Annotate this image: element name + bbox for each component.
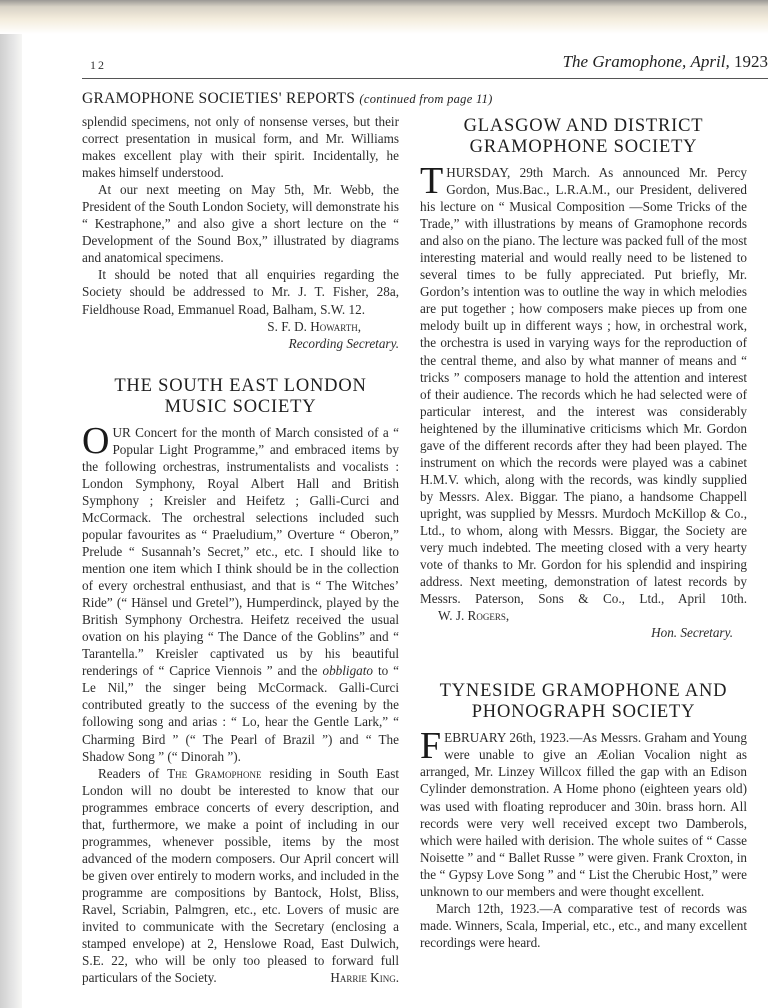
paragraph xyxy=(82,765,399,987)
title-line: GLASGOW AND DISTRICT xyxy=(463,116,704,136)
publication-name: The Gramophone xyxy=(167,765,262,781)
article-south-east-london xyxy=(82,376,399,987)
drop-cap: T xyxy=(420,160,444,202)
title-line: PHONOGRAPH SOCIETY xyxy=(471,702,696,723)
article-tyneside xyxy=(420,681,747,951)
paragraph xyxy=(82,419,399,765)
article-title xyxy=(82,376,399,418)
paragraph: splendid specimens, not only of nonsense verses, but their correct presentation in musical form, and Mr. Williams makes excellent play with their spirit. Incidentally, he makes himself understood. xyxy=(82,114,399,181)
italic-term: obbligato xyxy=(322,663,374,679)
page-number: 12 xyxy=(90,58,106,72)
journal-title xyxy=(563,52,768,72)
section-title: GRAMOPHONE SOCIETIES' REPORTS xyxy=(82,90,356,107)
text-run: HURSDAY, 29th March. As announced Mr. Percy Gordon, Mus.Bac., L.R.A.M., our President, delivered his lecture on “ Musical Composition —Some Tricks of the Trade,” with illustrations by means of Gramophone records and also on the piano. The lecture was packed full of the most interesting material and would really need to be listened to several times to be fully appreciated. Put briefly, Mr. Gordon’s intention was to outline the way in which melodies are put together ; how composers make pieces up from one melody built up in different ways ; how, in orchestral work, the orchestra is used in varying ways for the reproduction of the central theme, and also by what manner of means and “ tricks ” composers manage to hold the attention and interest of their audience. The records which he had selected were of particular interest, and the interest was considerably heightened by the illuminative criticisms which Mr. Gordon gave of the different records after they had been played. The instrument on which the records were played was a cabinet H.M.V. which, along with the records, was kindly supplied by Messrs. Alex. Biggar. The piano, a handsome Chappell upright, was supplied by Messrs. Murdoch McKillop & Co., Ltd., to whom, along with Messrs. Biggar, the Society are very much indebted. The meeting closed with a very hearty vote of thanks to Mr. Gordon for his splendid and inspiring address. Next meeting, demonstration of latest records by Messrs. Paterson, Sons & Co., Ltd., April 10th. xyxy=(420,165,747,607)
magazine-page xyxy=(22,0,768,1008)
paragraph: It should be noted that all enquiries regarding the Society should be addressed to Mr. J. T. Fisher, 28a, Fieldhouse Road, Emmanuel Road, Balham, S.W. 12. xyxy=(82,267,399,317)
signature-name: S. F. D. Howarth, xyxy=(267,318,361,334)
journal-year: 1923 xyxy=(734,52,768,71)
signature-name: Harrie King. xyxy=(330,970,399,986)
text-run: Readers of xyxy=(98,765,168,781)
paragraph: At our next meeting on May 5th, Mr. Webb, the President of the South London Society, will demonstrate his “ Kestraphone,” and also give a short lecture on the “ Development of the Sound Box,” illustrated by diagrams and anatomical specimens. xyxy=(82,182,399,266)
left-column xyxy=(82,113,399,986)
drop-cap: O xyxy=(82,419,110,462)
article-glasgow xyxy=(420,116,747,641)
right-column xyxy=(420,113,747,951)
running-head xyxy=(82,52,768,79)
title-line: TYNESIDE GRAMOPHONE AND xyxy=(439,681,728,702)
signature-role: Recording Secretary. xyxy=(288,335,399,351)
title-line: MUSIC SOCIETY xyxy=(164,396,317,417)
signature-role: Hon. Secretary. xyxy=(651,625,733,641)
title-line: GRAMOPHONE SOCIETY xyxy=(469,137,698,157)
page-edge-shadow xyxy=(0,0,22,1008)
journal-month: April, xyxy=(690,52,730,71)
text-run: residing in South East London will no doubt be interested to know that our programmes embrace concerts of every description, and that, furthermore, we make a point of including in our programmes, whenever possible, items by the most advanced of the modern composers. Our April concert will be given over entirely to modern works, and included in the programme are compositions by Bantock, Holst, Bliss, Ravel, Scriabin, Palmgren, etc., etc. Lovers of music are invited to communicate with the Secretary (enclosing a stamped envelope) at 2, Henslowe Road, East Dulwich, S.E. 22, who will be only too pleased to forward full particulars of the Society. xyxy=(82,765,399,986)
article-title xyxy=(420,681,747,723)
paragraph xyxy=(420,160,747,624)
continued-note: (continued from page 11) xyxy=(359,92,493,106)
journal-name: The Gramophone, xyxy=(562,52,687,71)
text-run: UR Concert for the month of March consisted of a “ Popular Light Programme,” and embraced items by the following orchestras, instrumentalists and vocalists : London Symphony, Royal Albert Hall and British Symphony ; Kreisler and Heifetz ; Galli-Curci and McCormack. The orchestral selections included such popular favourites as “ Praeludium,” Overture “ Oberon,” Prelude “ Susannah’s Secret,” etc., etc. I should like to mention one item which I think should be in the collection of every orchestral enthusiast, and that is “ The Witches’ Ride” (“ Hänsel und Gretel”), Humperdinck, played by the British Symphony Orchestra. Heifetz received the usual ovation on his playing “ The Dance of the Goblins” and “ Tarantella.” Kreisler captivated us by his beautiful renderings of “ Caprice Viennois ” and the xyxy=(82,424,399,679)
text-run: to “ Le Nil,” the singer being McCormack. Galli-Curci contributed greatly to the success of the evening by the following song and arias : “ Lo, hear the Gentle Lark,” “ Charming Bird ” (“ The Pearl of Brazil ”) and “ The Shadow Song ” (“ Dinorah ”). xyxy=(82,663,399,764)
drop-cap: F xyxy=(420,725,442,768)
signature-name: W. J. Rogers, xyxy=(438,608,510,624)
article-title xyxy=(420,116,747,158)
title-line: THE SOUTH EAST LONDON xyxy=(114,375,367,396)
section-heading xyxy=(82,90,493,108)
paragraph: March 12th, 1923.—A comparative test of records was made. Winners, Scala, Imperial, etc., etc., and many excellent recordings were heard. xyxy=(420,900,747,950)
paragraph xyxy=(420,725,747,899)
article-continuation xyxy=(82,113,399,352)
text-run: EBRUARY 26th, 1923.—As Messrs. Graham and Young were unable to give an Æolian Vocalion night as arranged, Mr. Linzey Willcox filled the gap with an Edison Cylinder demonstration. A Home phono (eighteen years old) was used with floating reproducer and 30in. brass horn. All records were very well received except two Damberols, which were hailed with derision. The whole suites of “ Casse Noisette ” and “ Ballet Russe ” were given. Frank Croxton, in the “ Gypsy Love Song ” and “ List the Cherubic Host,” were unknown to our members and were thought excellent. xyxy=(420,730,747,899)
